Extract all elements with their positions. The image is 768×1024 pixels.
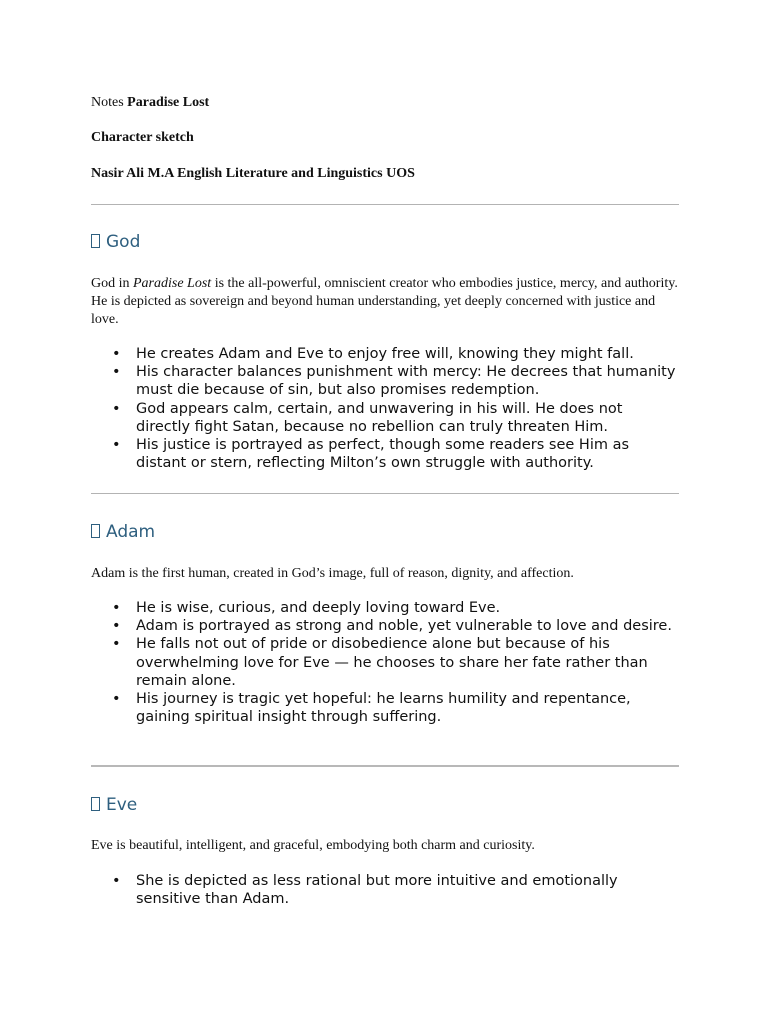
divider <box>91 765 679 767</box>
bullet-list-adam <box>91 599 681 726</box>
subtitle-text: Character sketch <box>91 130 194 145</box>
section-title-god <box>91 231 140 253</box>
section-title-text: God <box>106 232 141 252</box>
missing-glyph-icon <box>91 234 100 248</box>
list-item: • Adam is portrayed as strong and noble, yet vulnerable to love and desire. <box>91 617 681 635</box>
section-intro-eve: Eve is beautiful, intelligent, and graceful, embodying both charm and curiosity. <box>91 838 535 853</box>
section-intro-god <box>91 275 681 329</box>
intro-italic-title: Paradise Lost <box>133 276 212 291</box>
list-item: • He creates Adam and Eve to enjoy free will, knowing they might fall. <box>91 345 681 363</box>
notes-title <box>91 94 209 112</box>
list-item: • He is wise, curious, and deeply loving toward Eve. <box>91 599 681 617</box>
intro-text: is the all-powerful, omniscient creator who embodies justice, mercy, and authority. He is depicted as sovereign and beyond human understanding, yet deeply concerned with justice and love. <box>91 276 678 327</box>
bullet-list-eve <box>91 872 681 908</box>
work-title: Paradise Lost <box>127 95 210 110</box>
list-item: • His journey is tragic yet hopeful: he learns humility and repentance, gaining spiritual insight through suffering. <box>91 690 681 726</box>
author-text: Nasir Ali M.A English Literature and Linguistics UOS <box>91 166 415 181</box>
intro-text: God in <box>91 276 133 291</box>
missing-glyph-icon <box>91 797 100 811</box>
section-title-text: Eve <box>106 795 138 815</box>
list-item: • He falls not out of pride or disobedience alone but because of his overwhelming love for Eve — he chooses to share her fate rather than remain alone. <box>91 635 681 690</box>
divider <box>91 493 679 494</box>
bullet-list-god <box>91 345 681 472</box>
list-item: • His justice is portrayed as perfect, though some readers see Him as distant or stern, reflecting Milton’s own struggle with authority. <box>91 436 681 472</box>
section-title-text: Adam <box>106 522 156 542</box>
subtitle <box>91 129 194 147</box>
section-title-eve <box>91 794 137 816</box>
author-line <box>91 165 415 183</box>
section-intro-adam: Adam is the first human, created in God’s image, full of reason, dignity, and affection. <box>91 566 574 581</box>
notes-label: Notes <box>91 95 124 110</box>
divider <box>91 204 679 205</box>
list-item: • His character balances punishment with mercy: He decrees that humanity must die because of sin, but also promises redemption. <box>91 363 681 399</box>
list-item: • She is depicted as less rational but more intuitive and emotionally sensitive than Adam. <box>91 872 681 908</box>
missing-glyph-icon <box>91 524 100 538</box>
list-item: • God appears calm, certain, and unwavering in his will. He does not directly fight Satan, because no rebellion can truly threaten Him. <box>91 400 681 436</box>
section-title-adam <box>91 521 155 543</box>
